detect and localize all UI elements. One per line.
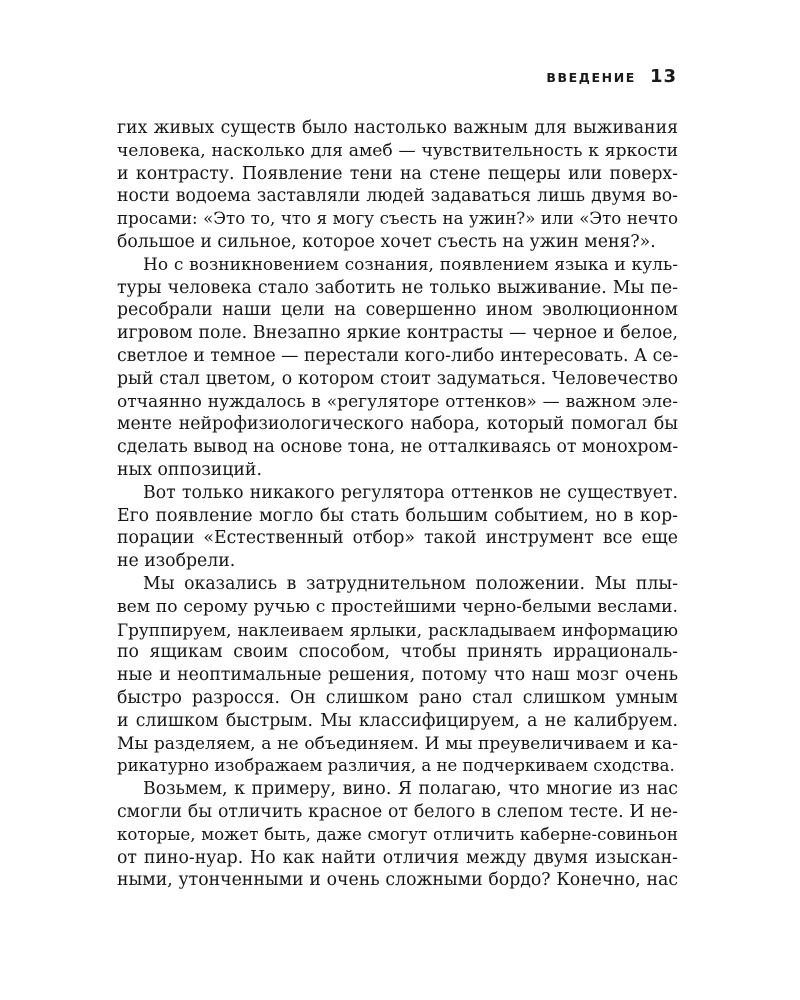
text-line: ресобрали наши цели на совершенно ином эволюционном xyxy=(117,300,678,321)
text-line: рикатурно изображаем различия, а не подчеркиваем сходства. xyxy=(117,756,675,776)
text-line: которые, может быть, даже смогут отличить каберне-совиньон xyxy=(117,824,678,844)
text-line: не изобрели. xyxy=(117,551,236,572)
text-line: Вот только никакого регулятора оттенков не существует. xyxy=(143,482,678,503)
text-line: сделать вывод на основе тона, не отталкиваясь от монохром- xyxy=(117,437,679,458)
text-line: Группируем, наклеиваем ярлыки, раскладываем информацию xyxy=(117,619,678,640)
text-line: ности водоема заставляли людей задаваться лишь двумя во- xyxy=(117,186,678,207)
text-line: большое и сильное, которое хочет съесть на ужин меня?». xyxy=(117,231,656,252)
text-line: игровом поле. Внезапно яркие контрасты — черное и белое, xyxy=(117,323,678,344)
text-line: менте нейрофизиологического набора, который помогал бы xyxy=(117,414,678,435)
text-line: человека, насколько для амеб — чувствительность к яркости xyxy=(117,140,678,161)
text-line: Его появление могло бы стать большим событием, но в кор- xyxy=(117,505,678,526)
text-line: по ящикам своим способом, чтобы принять иррациональ- xyxy=(117,642,678,663)
text-line: быстро разросся. Он слишком рано стал слишком умным xyxy=(117,687,678,708)
running-head-section: ВВЕДЕНИЕ xyxy=(546,70,636,85)
text-line: светлое и темное — перестали кого-либо интересовать. А се- xyxy=(117,345,679,366)
text-line: Возьмем, к примеру, вино. Я полагаю, что многие из нас xyxy=(143,779,678,800)
text-line: от пино-нуар. Но как найти отличия между двумя изыскан- xyxy=(117,847,678,868)
text-line: порации «Естественный отбор» такой инструмент все еще xyxy=(117,528,678,549)
body-text xyxy=(117,117,678,892)
text-line: ные и неоптимальные решения, потому что наш мозг очень xyxy=(117,665,678,686)
text-line: туры человека стало заботить не только выживание. Мы пе- xyxy=(117,277,678,298)
text-line: вем по серому ручью с простейшими черно-белыми веслами. xyxy=(117,596,678,617)
text-line: и слишком быстрым. Мы классифицируем, а не калибруем. xyxy=(117,710,678,731)
text-line: смогли бы отличить красное от белого в слепом тесте. И не- xyxy=(117,801,678,822)
text-line: рый стал цветом, о котором стоит задуматься. Человечество xyxy=(117,368,678,389)
running-head xyxy=(546,66,677,87)
text-line: отчаянно нуждалось в «регуляторе оттенков» — важном эле- xyxy=(117,391,678,412)
text-line: Мы разделяем, а не объединяем. И мы преувеличиваем и ка- xyxy=(117,733,678,754)
text-line: ными, утонченными и очень сложными бордо? Конечно, нас xyxy=(117,870,678,891)
text-line: просами: «Это то, что я могу съесть на ужин?» или «Это нечто xyxy=(117,209,678,229)
text-line: и контрасту. Появление тени на стене пещеры или поверх- xyxy=(117,163,678,184)
text-line: Но с возникновением сознания, появлением языка и куль- xyxy=(143,254,678,275)
text-line: Мы оказались в затруднительном положении. Мы плы- xyxy=(143,573,678,594)
text-line: гих живых существ было настолько важным для выживания xyxy=(117,118,678,138)
page-number: 13 xyxy=(649,66,677,87)
text-line: ных оппозиций. xyxy=(117,459,262,480)
